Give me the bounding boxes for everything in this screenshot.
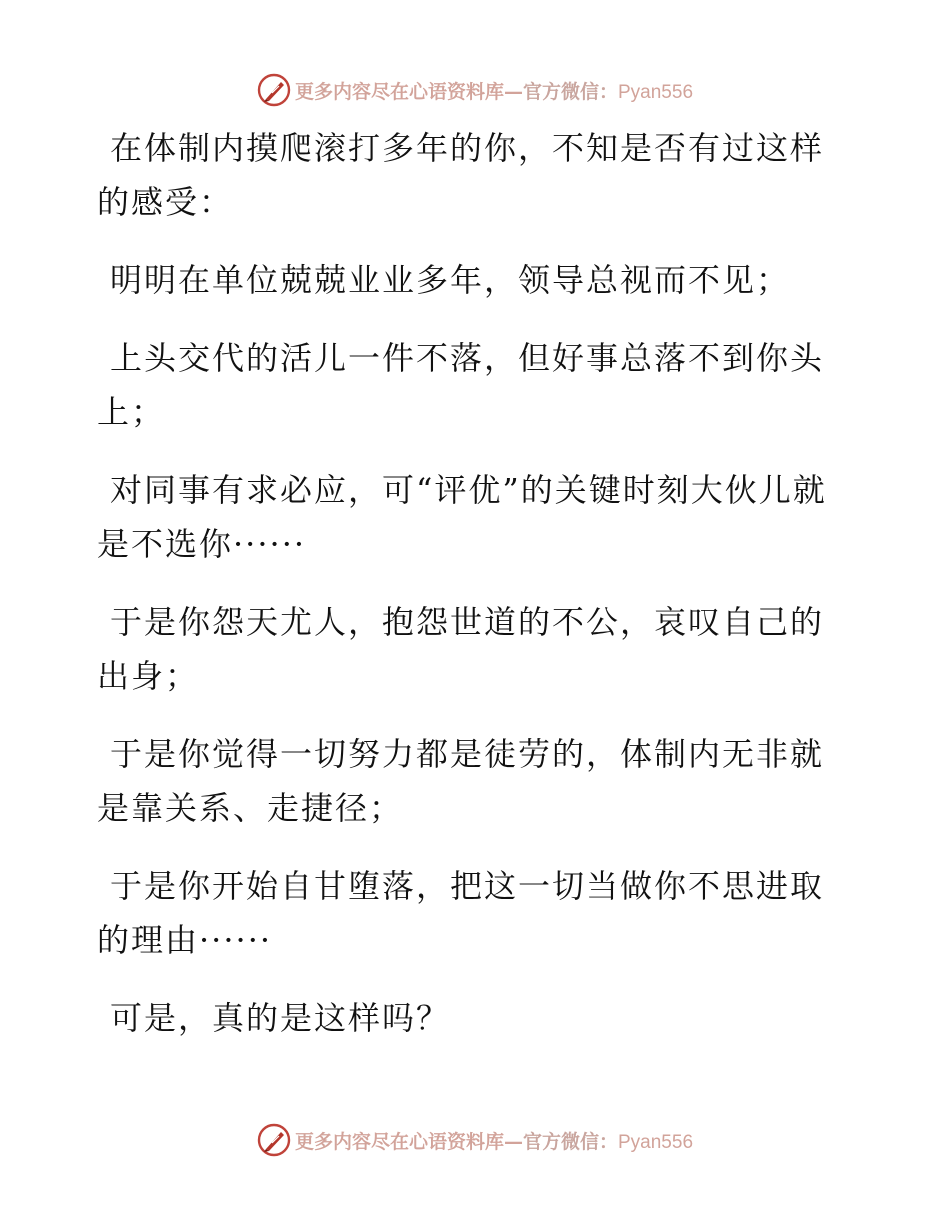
- document-body: [97, 121, 837, 1069]
- banner-separator: —: [503, 80, 523, 103]
- wechat-label: 官方微信：: [522, 80, 618, 103]
- header-banner: [0, 70, 950, 110]
- wechat-label: 官方微信：: [522, 1130, 618, 1153]
- paragraph-4: 对同事有求必应，可“评优”的关键时刻大伙儿就是不选你······: [97, 471, 827, 563]
- quill-pen-icon: [257, 1123, 291, 1157]
- footer-banner: [0, 1120, 950, 1160]
- banner-slogan: 更多内容尽在心语资料库: [294, 1130, 504, 1153]
- banner-text: [295, 77, 693, 104]
- paragraph-8: 可是，真的是这样吗？: [110, 999, 451, 1037]
- quill-pen-icon: [257, 73, 291, 107]
- banner-text: [295, 1127, 693, 1154]
- paragraph-5: 于是你怨天尤人，抱怨世道的不公，哀叹自己的出身；: [97, 603, 825, 695]
- paragraph-7: 于是你开始自甘堕落，把这一切当做你不思进取的理由······: [97, 867, 825, 959]
- banner-separator: —: [503, 1130, 523, 1153]
- wechat-id: Pyan556: [618, 81, 694, 103]
- paragraph-2: 明明在单位兢兢业业多年，领导总视而不见；: [110, 261, 791, 299]
- banner-slogan: 更多内容尽在心语资料库: [294, 80, 504, 103]
- paragraph-6: 于是你觉得一切努力都是徒劳的，体制内无非就是靠关系、走捷径；: [97, 735, 825, 827]
- paragraph-3: 上头交代的活儿一件不落，但好事总落不到你头上；: [97, 339, 825, 431]
- wechat-id: Pyan556: [618, 1131, 694, 1153]
- paragraph-1: 在体制内摸爬滚打多年的你，不知是否有过这样的感受：: [97, 129, 825, 221]
